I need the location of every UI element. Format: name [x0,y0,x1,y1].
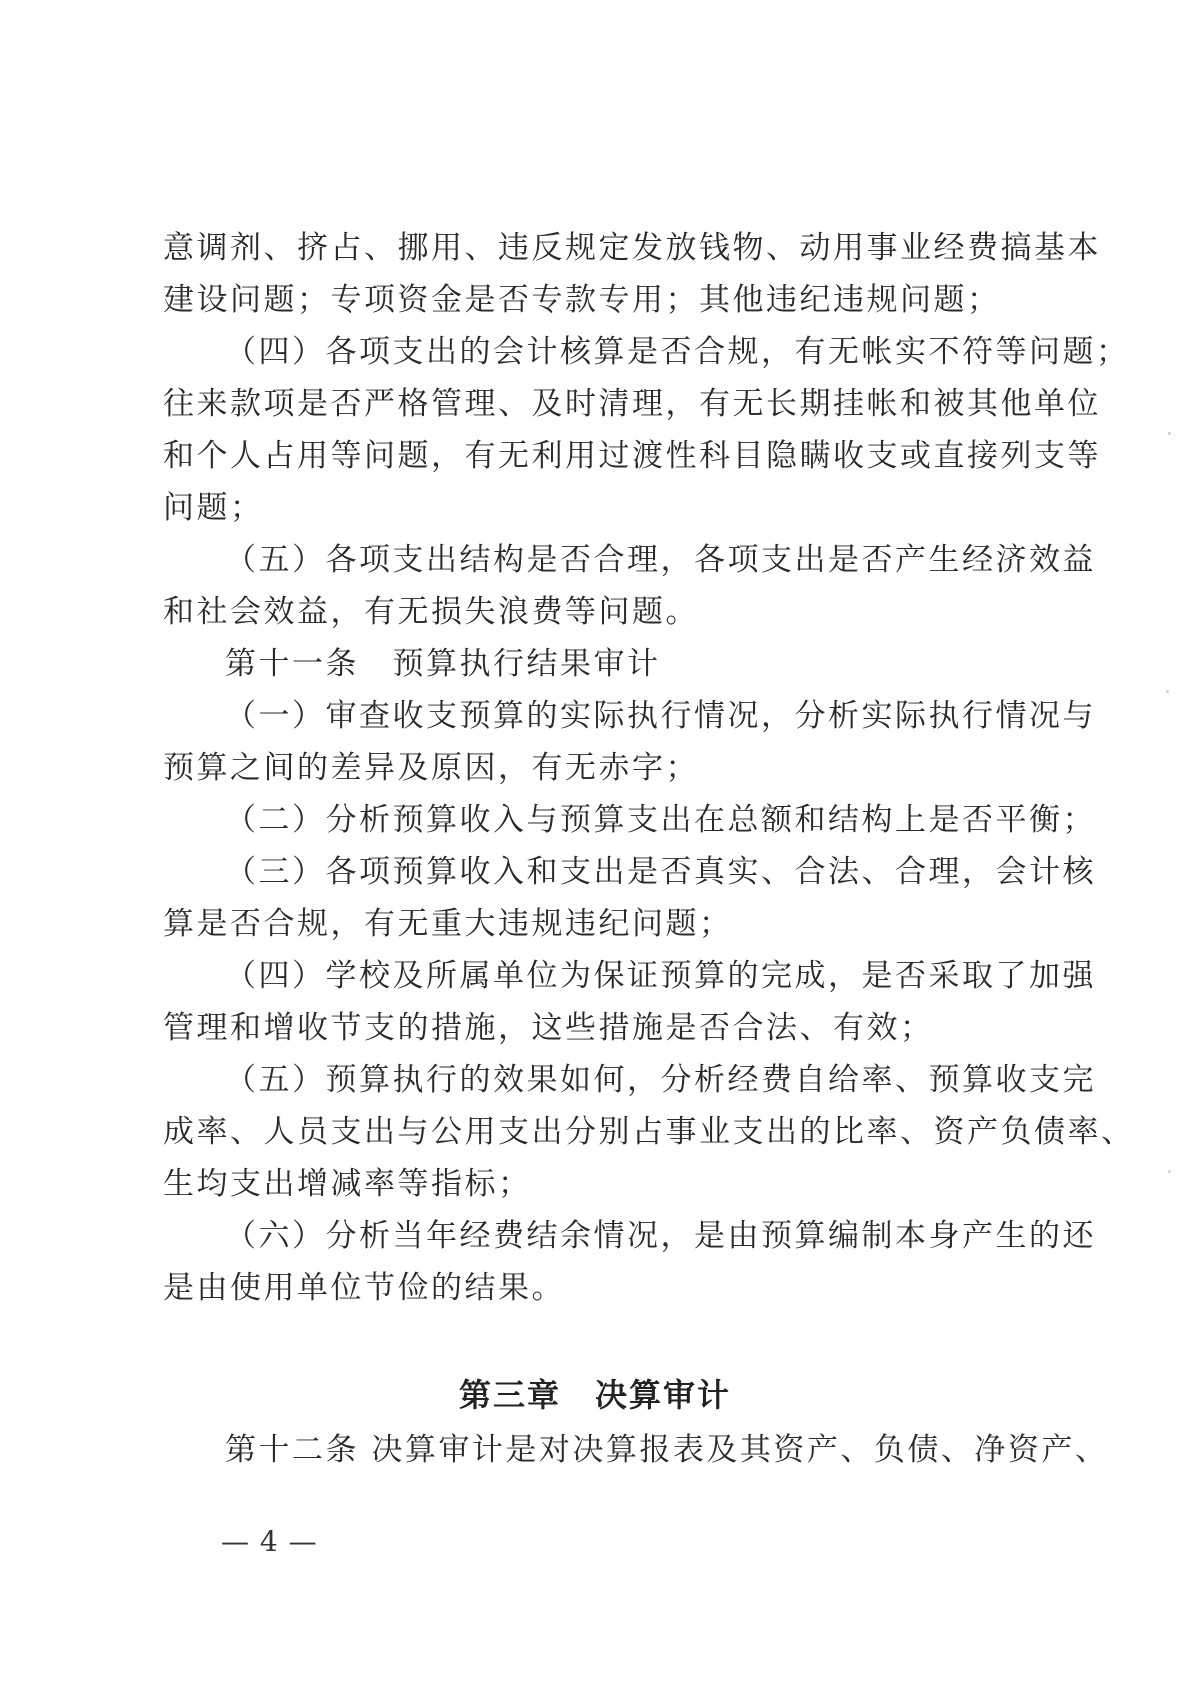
text-line: （六）分析当年经费结余情况，是由预算编制本身产生的还 [225,1218,1096,1254]
text-line: 成率、人员支出与公用支出分别占事业支出的比率、资产负债率、 [163,1114,1135,1150]
text-line: （二）分析预算收入与预算支出在总额和结构上是否平衡； [225,802,1096,838]
scan-speck [1168,1170,1171,1173]
text-line: 往来款项是否严格管理、及时清理，有无长期挂帐和被其他单位 [163,386,1101,422]
scan-speck [1168,432,1171,435]
text-line: 建设问题；专项资金是否专款专用；其他违纪违规问题； [163,282,1001,318]
text-line: 问题； [163,490,264,526]
text-line: 意调剂、挤占、挪用、违反规定发放钱物、动用事业经费搞基本 [163,230,1101,266]
text-line: （四）学校及所属单位为保证预算的完成，是否采取了加强 [225,958,1096,994]
body-text [163,222,1135,1314]
text-line: 生均支出增减率等指标； [163,1166,532,1202]
text-line: （一）审查收支预算的实际执行情况，分析实际执行情况与 [225,698,1096,734]
text-line: （四）各项支出的会计核算是否合规，有无帐实不符等问题； [225,334,1130,370]
text-line: 预算之间的差异及原因，有无赤字； [163,750,699,786]
text-line: 和个人占用等问题，有无利用过渡性科目隐瞒收支或直接列支等 [163,438,1101,474]
article-heading: 第十一条 预算执行结果审计 [225,646,661,682]
scan-speck [1166,690,1169,693]
text-line: 和社会效益，有无损失浪费等问题。 [163,594,699,630]
text-line: 管理和增收节支的措施，这些措施是否合法、有效； [163,1010,934,1046]
text-line: （五）各项支出结构是否合理，各项支出是否产生经济效益 [225,542,1096,578]
text-line: （五）预算执行的效果如何，分析经费自给率、预算收支完 [225,1062,1096,1098]
chapter-title: 第三章 决算审计 [458,1376,731,1414]
page-number: — 4 — [221,1525,318,1558]
text-line: （三）各项预算收入和支出是否真实、合法、合理，会计核 [225,854,1096,890]
article-text: 第十二条 决算审计是对决算报表及其资产、负债、净资产、 [225,1432,1109,1468]
text-line: 是由使用单位节俭的结果。 [163,1270,565,1306]
text-line: 算是否合规，有无重大违规违纪问题； [163,906,733,942]
